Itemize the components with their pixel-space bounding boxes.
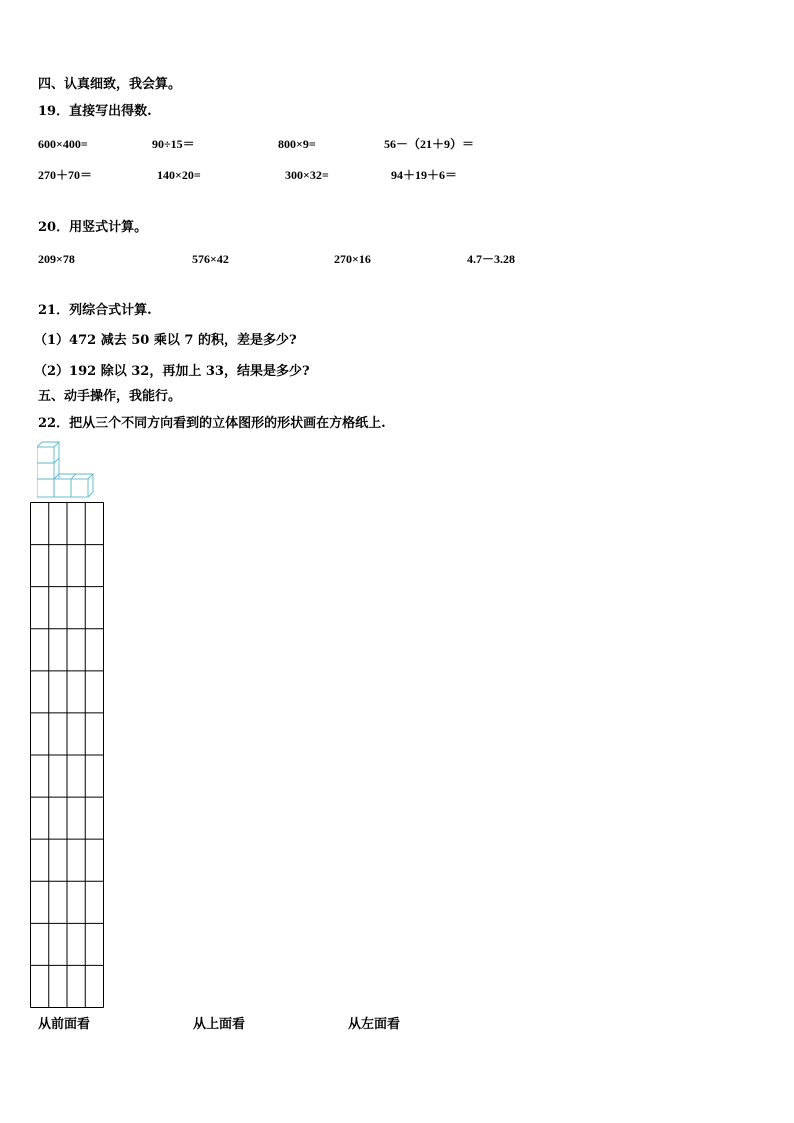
cube-face (59, 474, 76, 479)
cube-face (54, 479, 71, 497)
cube-face (71, 479, 88, 497)
q19-item: 140×20= (157, 168, 201, 182)
q19-item: 94＋19＋6＝ (391, 168, 458, 182)
q20-item: 209×78 (38, 252, 75, 266)
q19-item: 800×9= (278, 137, 316, 151)
view-label-front: 从前面看 (38, 1017, 91, 1032)
cube-figure-image (37, 441, 97, 501)
cube-edge (54, 474, 59, 479)
drawing-grid (30, 502, 104, 1008)
q19-item: 600×400= (38, 137, 88, 151)
cube-face (37, 447, 54, 463)
q20-item: 270×16 (334, 252, 371, 266)
view-label-left: 从左面看 (348, 1017, 401, 1032)
section-5-heading: 五、动手操作，我能行。 (38, 389, 182, 404)
q21-sub-1: （1）472 减去 50 乘以 7 的积，差是多少? (34, 333, 297, 348)
q20-title: 20．用竖式计算。 (38, 220, 148, 235)
view-label-top: 从上面看 (193, 1017, 246, 1032)
q19-item: 300×32= (285, 168, 329, 182)
q20-item: 4.7－3.28 (467, 252, 516, 266)
cube-face (37, 479, 54, 497)
q22-title: 22．把从三个不同方向看到的立体图形的形状画在方格纸上. (38, 416, 386, 431)
q19-item: 270＋70＝ (38, 168, 93, 182)
cube-face (54, 442, 59, 463)
section-4-heading: 四、认真细致，我会算。 (38, 77, 182, 92)
q21-sub-2: （2）192 除以 32，再加上 33，结果是多少? (34, 364, 310, 379)
cube-face (37, 463, 54, 479)
cube-face (37, 442, 59, 447)
q19-item: 56－（21＋9）＝ (384, 137, 475, 151)
q20-item: 576×42 (192, 252, 229, 266)
q19-title: 19．直接写出得数. (38, 104, 152, 119)
q21-title: 21．列综合式计算. (38, 303, 152, 318)
cube-face (88, 474, 93, 497)
cube-face (76, 474, 93, 479)
q19-item: 90÷15＝ (152, 137, 195, 151)
